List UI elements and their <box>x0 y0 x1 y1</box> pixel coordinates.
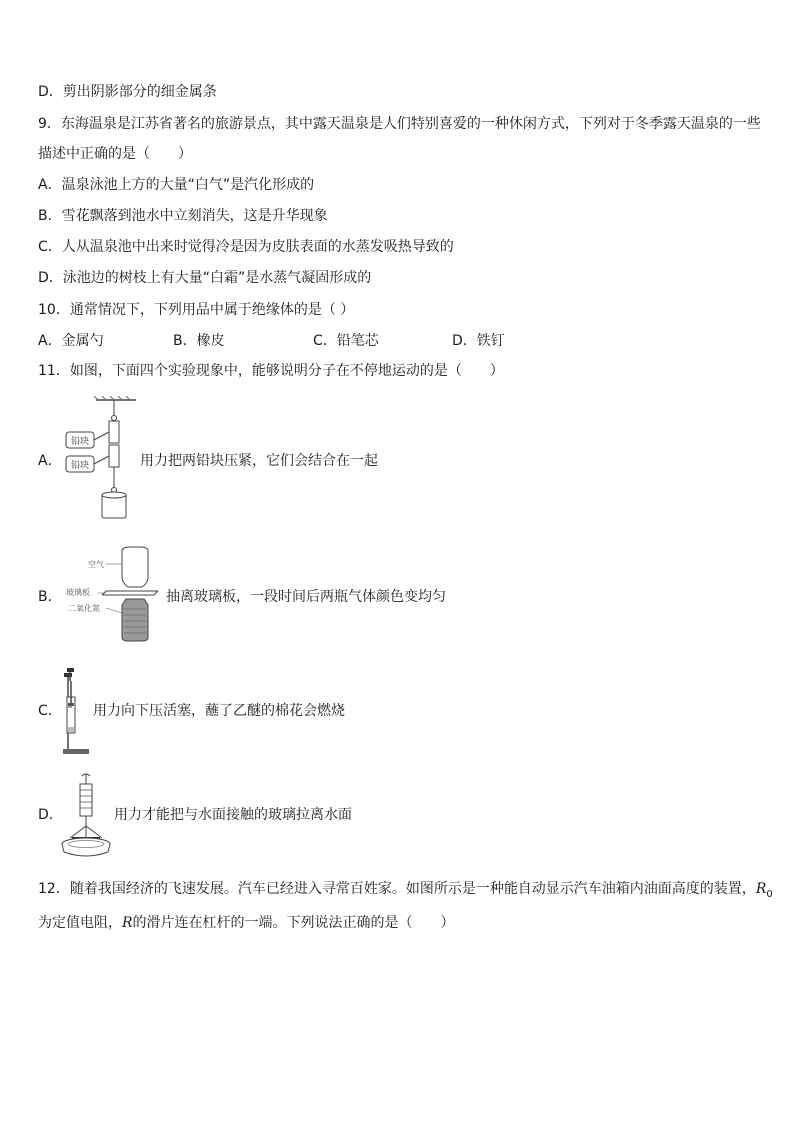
q11-stem: 11．如图，下面四个实验现象中，能够说明分子在不停地运动的是（ ） <box>38 363 504 379</box>
fig-b-label-no2: 二氧化氮 <box>68 604 100 613</box>
fig-a-label-2: 铅块 <box>70 461 90 471</box>
q10-stem: 10．通常情况下，下列用品中属于绝缘体的是（ ） <box>38 302 355 318</box>
lead-blocks-figure <box>62 396 142 522</box>
q9-option-a: A．温泉泳池上方的大量“白气”是汽化形成的 <box>38 177 315 193</box>
q11-option-a-caption: 用力把两铅块压紧，它们会结合在一起 <box>140 453 378 469</box>
q11-option-b-label: B． <box>38 589 62 605</box>
q10-option-a: A．金属勺 <box>38 333 104 349</box>
gas-diffusion-figure <box>62 545 162 645</box>
q9-option-d: D．泳池边的树枝上有大量“白霜”是水蒸气凝固形成的 <box>38 270 372 286</box>
q11-option-c-label: C． <box>38 703 62 719</box>
q12-line2-post: 的滑片连在杠杆的一端。下列说法正确的是（ ） <box>132 915 455 931</box>
fire-piston-figure <box>60 667 92 757</box>
q12-line1 <box>38 879 773 905</box>
fig-b-label-glass: 玻璃板 <box>66 588 90 597</box>
q10-option-b: B．橡皮 <box>173 333 225 349</box>
q11-option-a-label: A． <box>38 453 62 469</box>
glass-water-figure <box>60 772 112 862</box>
q10-option-c: C．铅笔芯 <box>313 333 379 349</box>
q9-stem-line1: 9．东海温泉是江苏省著名的旅游景点，其中露天温泉是人们特别喜爱的一种休闲方式，下列对于冬季露天温泉的一些 <box>38 116 761 132</box>
r-symbol: R <box>122 915 133 931</box>
q9-stem-line2: 描述中正确的是（ ） <box>38 146 192 162</box>
q11-option-c-caption: 用力向下压活塞，蘸了乙醚的棉花会燃烧 <box>93 703 345 719</box>
q11-option-d-label: D． <box>38 807 63 823</box>
q11-option-d-caption: 用力才能把与水面接触的玻璃拉离水面 <box>114 807 352 823</box>
q9-option-c: C．人从温泉池中出来时觉得冷是因为皮肤表面的水蒸发吸热导致的 <box>38 239 454 255</box>
q11-option-b-caption: 抽离玻璃板，一段时间后两瓶气体颜色变均匀 <box>166 589 446 605</box>
r0-subscript: 0 <box>766 888 773 900</box>
q9-option-b: B．雪花飘落到池水中立刻消失，这是升华现象 <box>38 208 328 224</box>
r0-symbol: R <box>755 881 767 897</box>
fig-b-label-air: 空气 <box>88 560 104 569</box>
fig-a-label-1: 铅块 <box>70 437 90 447</box>
q12-line2 <box>38 913 455 933</box>
q12-line1-text: 12．随着我国经济的飞速发展。汽车已经进入寻常百姓家。如图所示是一种能自动显示汽车油箱内油面高度的装置， <box>38 881 756 897</box>
q12-line2-pre: 为定值电阻， <box>38 915 122 931</box>
q10-option-d: D．铁钉 <box>452 333 505 349</box>
q8-option-d: D．剪出阴影部分的细金属条 <box>38 84 217 100</box>
